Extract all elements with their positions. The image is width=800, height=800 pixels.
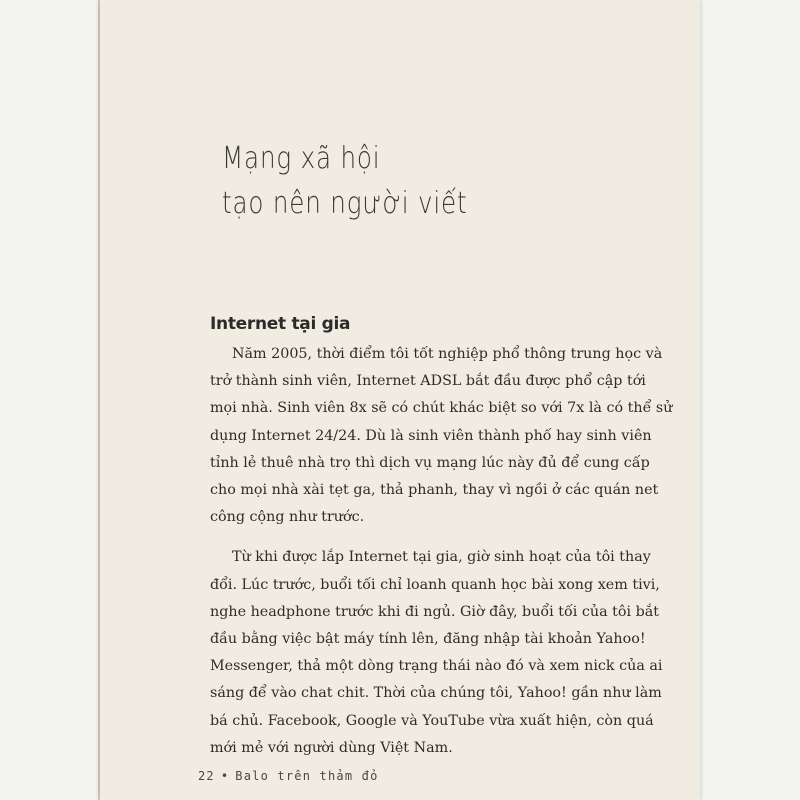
text-line: sáng để vào chat chit. Thời của chúng tôi, Yahoo! gần như làm — [210, 685, 662, 702]
text-line: Từ khi được lắp Internet tại gia, giờ sinh hoạt của tôi thay — [232, 549, 651, 566]
text-line: cho mọi nhà xài tẹt ga, thả phanh, thay vì ngồi ở các quán net — [210, 482, 659, 499]
section-heading: Internet tại gia — [210, 314, 351, 334]
text-line: công cộng như trước. — [210, 509, 365, 526]
text-line: mọi nhà. Sinh viên 8x sẽ có chút khác biệt so với 7x là có thể sử — [210, 400, 673, 417]
chapter-title-line-2: tạo nên người viết — [222, 186, 468, 221]
text-line: Năm 2005, thời điểm tôi tốt nghiệp phổ thông trung học và — [232, 346, 663, 362]
paragraph-1 — [210, 341, 678, 531]
text-line: tỉnh lẻ thuê nhà trọ thì dịch vụ mạng lúc này đủ để cung cấp — [210, 454, 650, 471]
page-footer — [198, 769, 379, 783]
text-line: Messenger, thả một dòng trạng thái nào đó và xem nick của ai — [210, 658, 663, 675]
text-line: nghe headphone trước khi đi ngủ. Giờ đây, buổi tối của tôi bắt — [210, 603, 660, 620]
footer-separator: • — [220, 769, 230, 783]
text-line: trở thành sinh viên, Internet ADSL bắt đầu được phổ cập tới — [210, 373, 646, 390]
text-line: đầu bằng việc bật máy tính lên, đăng nhập tài khoản Yahoo! — [210, 631, 646, 648]
text-line: mới mẻ với người dùng Việt Nam. — [210, 739, 453, 756]
book-title: Balo trên thảm đỏ — [235, 769, 379, 783]
text-line: đổi. Lúc trước, buổi tối chỉ loanh quanh học bài xong xem tivi, — [210, 576, 660, 593]
text-line: dụng Internet 24/24. Dù là sinh viên thành phố hay sinh viên — [210, 427, 652, 444]
chapter-title — [222, 136, 566, 226]
paragraph-2 — [210, 544, 678, 762]
page-number: 22 — [198, 769, 215, 783]
body-text — [210, 341, 678, 762]
chapter-title-line-1: Mạng xã hội — [222, 141, 381, 176]
text-line: bá chủ. Facebook, Google và YouTube vừa xuất hiện, còn quá — [210, 712, 654, 729]
